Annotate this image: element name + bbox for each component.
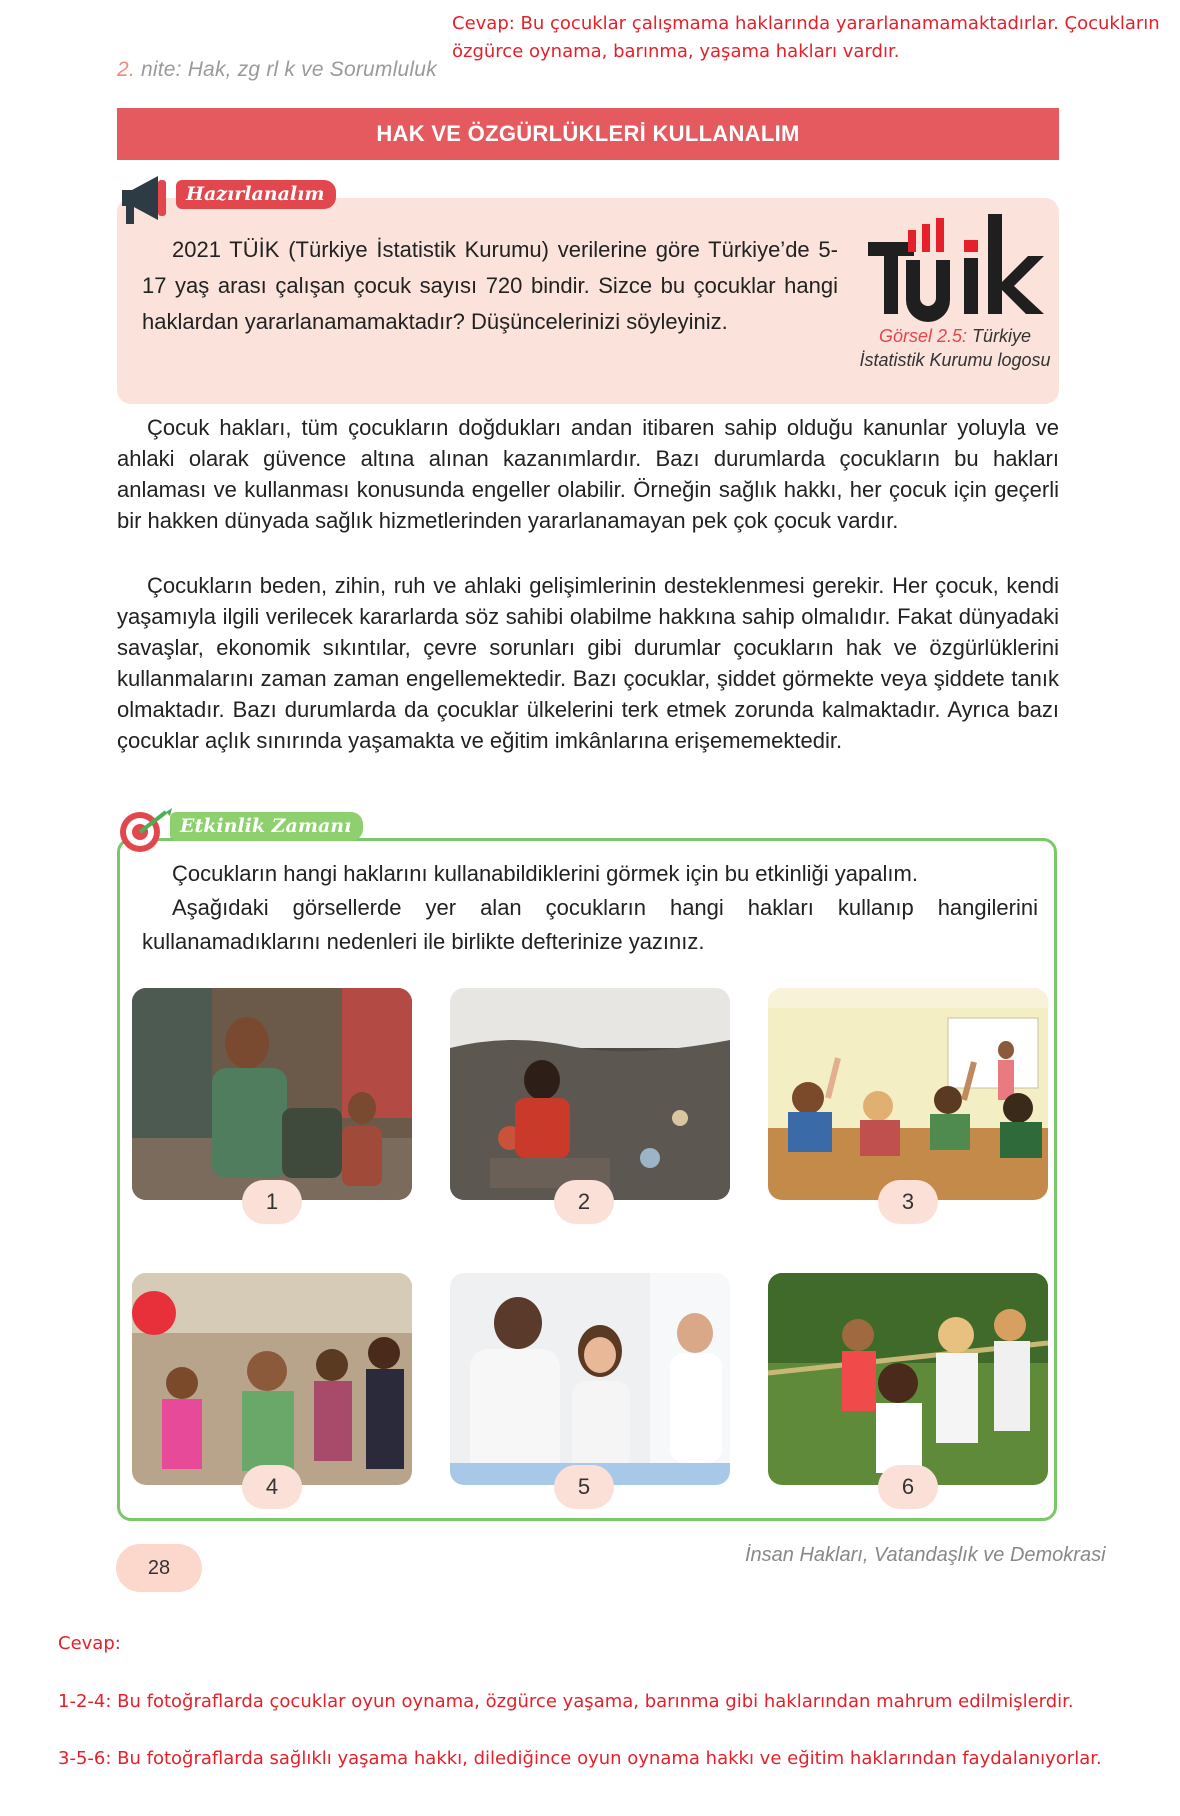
photo-number-1: 1 <box>242 1180 302 1224</box>
page-number: 28 <box>116 1544 202 1592</box>
prep-label: Hazırlanalım <box>176 180 336 209</box>
target-icon <box>116 806 174 854</box>
photo-5-doctor-visit <box>450 1273 730 1485</box>
bottom-answer-title: Cevap: <box>58 1633 121 1654</box>
activity-instructions <box>142 857 1038 959</box>
photo-3-classroom <box>768 988 1048 1200</box>
photo-number-3: 3 <box>878 1180 938 1224</box>
caption-label: Görsel 2.5: <box>878 326 967 346</box>
photo-number-2: 2 <box>554 1180 614 1224</box>
tuik-logo <box>866 212 1044 322</box>
bottom-answer-line-2: 3-5-6: Bu fotoğraflarda sağlıklı yaşama hakkı, dilediğince oyun oynama hakkı ve eğitim haklarından faydalanıyorlar. <box>58 1748 1102 1769</box>
activity-line-1: Çocukların hangi haklarını kullanabildiklerini görmek için bu etkinliği yapalım. <box>172 861 918 886</box>
tuik-logo-text: TÜİK <box>866 212 869 213</box>
tuik-caption <box>850 324 1060 372</box>
body-paragraph-2: Çocukların beden, zihin, ruh ve ahlaki gelişimlerinin desteklenmesi gerekir. Her çocuk, kendi yaşamıyla ilgili verilecek kararlarda söz sahibi olabilme hakkına sahip olmalıdır. Fakat dünyadaki savaşlar, ekonomik sıkıntılar, çevre sorunları gibi durumlar çocukların hak ve özgürlüklerini kullanmalarını zaman zaman engellemektedir. Bazı çocuklar, şiddet görmekte veya şiddete tanık olmaktadır. Bazı durumlarda da çocuklar ülkelerini terk etmek zorunda kalmaktadır. Ayrıca bazı çocuklar açlık sınırında yaşamakta ve eğitim imkânlarına erişememektedir. <box>117 573 1059 753</box>
photo-6-tug-of-war <box>768 1273 1048 1485</box>
bottom-answer-line-1: 1-2-4: Bu fotoğraflarda çocuklar oyun oynama, özgürce yaşama, barınma gibi haklarından mahrum edilmişlerdir. <box>58 1691 1074 1712</box>
activity-line-2: Aşağıdaki görsellerde yer alan çocukların hangi hakları kullanıp hangilerini kullanamadıklarını nedenleri ile birlikte defterinize yazınız. <box>142 895 1038 954</box>
top-answer-note: Cevap: Bu çocuklar çalışmama haklarında yararlanamamaktadırlar. Çocukların özgürce oynama, barınma, yaşama hakları vardır. <box>452 13 1160 62</box>
unit-number: 2. <box>117 58 135 81</box>
section-banner: HAK VE ÖZGÜRLÜKLERİ KULLANALIM <box>117 108 1059 160</box>
photo-number-6: 6 <box>878 1465 938 1509</box>
activity-label: Etkinlik Zamanı <box>170 812 363 841</box>
body-paragraph-1: Çocuk hakları, tüm çocukların doğdukları andan itibaren sahip olduğu kanunlar yoluyla ve ahlaki olarak güvence altına alınan kazanımlardır. Bazı durumlarda çocukların bu hakları anlaması ve kullanması konusunda engeller olabilir. Örneğin sağlık hakkı, her çocuk için geçerli bir hakken dünyada sağlık hizmetlerinden yararlanamayan pek çok çocuk vardır. <box>117 415 1059 533</box>
unit-title: nite: Hak, zg rl k ve Sorumluluk <box>140 58 437 81</box>
photo-2-garbage-child <box>450 988 730 1200</box>
photo-4-refugee-children <box>132 1273 412 1485</box>
megaphone-icon <box>118 170 176 228</box>
caption-text: Türkiye İstatistik Kurumu logosu <box>859 326 1051 370</box>
photo-number-5: 5 <box>554 1465 614 1509</box>
photo-number-4: 4 <box>242 1465 302 1509</box>
prep-question-text: 2021 TÜİK (Türkiye İstatistik Kurumu) verilerine göre Türkiye’de 5-17 yaş arası çalışan çocuk sayısı 720 bindir. Sizce bu çocuklar hangi haklardan yararlanamamaktadır? Düşüncelerinizi söyleyiniz. <box>142 237 838 334</box>
photo-1-working-children <box>132 988 412 1200</box>
footer-book-title: İnsan Hakları, Vatandaşlık ve Demokrasi <box>745 1544 1106 1566</box>
unit-header <box>117 58 437 82</box>
